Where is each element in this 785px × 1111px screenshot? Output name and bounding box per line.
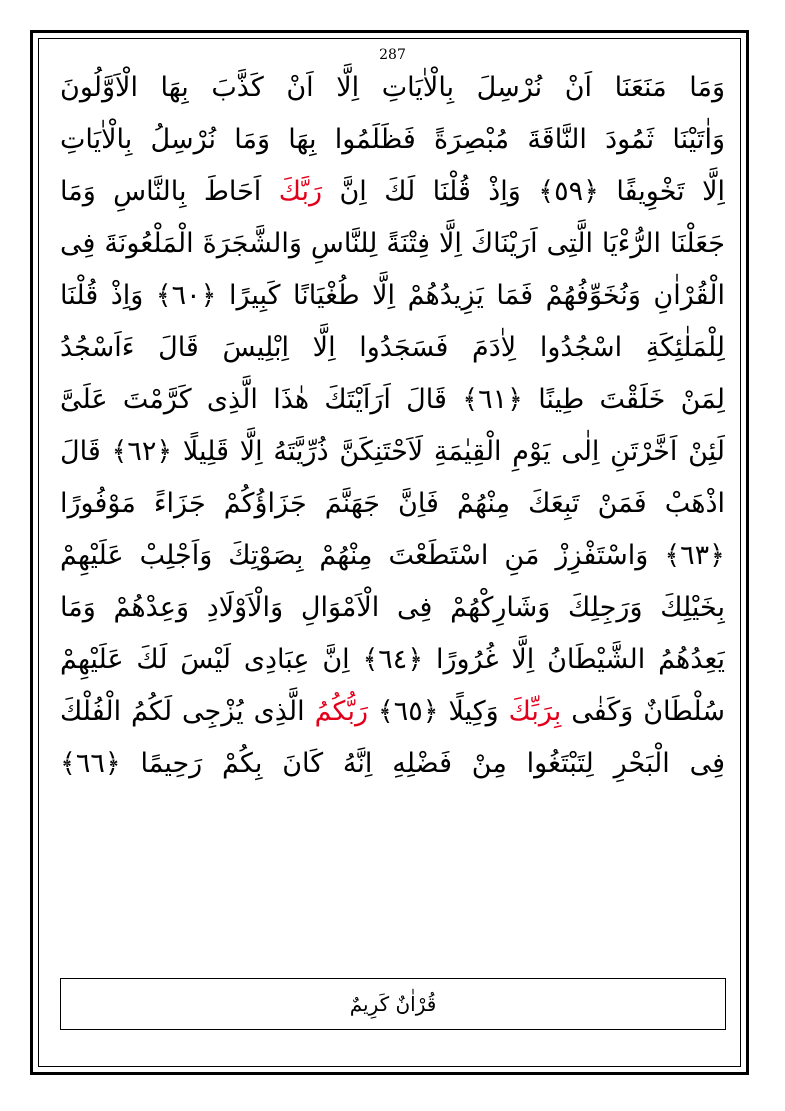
verse-text: وَكِيلًا ﴿٦٥﴾ [368, 696, 509, 727]
verse-line-10: ﴿٦٣﴾ وَاسْتَفْزِزْ مَنِ اسْتَطَعْتَ مِنْهُمْ بِصَوْتِكَ وَاَجْلِبْ عَلَيْهِمْ [60, 540, 725, 571]
verse-line-13 [60, 686, 725, 738]
verse-text: اَحَاطَ بِالنَّاسِ وَمَا [60, 176, 279, 207]
highlighted-word: رَبَّكَ [278, 176, 323, 207]
footer-title-box [60, 978, 726, 1030]
verse-line-9: اذْهَبْ فَمَنْ تَبِعَكَ مِنْهُمْ فَاِنَّ جَهَنَّمَ جَزَاؤُكُمْ جَزَاءً مَوْفُورًا [60, 488, 725, 519]
verse-line-5: الْقُرْاٰنِ وَنُخَوِّفُهُمْ فَمَا يَزِيدُهُمْ اِلَّا طُغْيَانًا كَبِيرًا ﴿٦٠﴾ وَاِذْ قُلْنَا [60, 280, 725, 311]
verse-line-8: لَئِنْ اَخَّرْتَنِ اِلٰى يَوْمِ الْقِيٰمَةِ لَاَحْتَنِكَنَّ ذُرِّيَّتَهُ اِلَّا قَلِيلًا ﴿٦٢﴾ قَالَ [60, 436, 725, 467]
verse-line-7: لِمَنْ خَلَقْتَ طِينًا ﴿٦١﴾ قَالَ اَرَاَيْتَكَ هٰذَا الَّذِى كَرَّمْتَ عَلَىَّ [60, 384, 725, 415]
quran-text-block [60, 62, 725, 790]
highlighted-word: رَبُّكُمُ [314, 696, 368, 727]
verse-text: سُلْطَانٌ وَكَفٰى [561, 696, 725, 727]
verse-line-6: لِلْمَلٰئِكَةِ اسْجُدُوا لِاٰدَمَ فَسَجَدُوا اِلَّا اِبْلِيسَ قَالَ ءَاَسْجُدُ [60, 332, 725, 363]
verse-line-12: يَعِدُهُمُ الشَّيْطَانُ اِلَّا غُرُورًا ﴿٦٤﴾ اِنَّ عِبَادِى لَيْسَ لَكَ عَلَيْهِمْ [60, 644, 725, 675]
highlighted-word: بِرَبِّكَ [508, 696, 562, 727]
verse-line-4: جَعَلْنَا الرُّءْيَا الَّتِى اَرَيْنَاكَ اِلَّا فِتْنَةً لِلنَّاسِ وَالشَّجَرَةَ الْمَلْعُونَةَ فِى [60, 228, 725, 259]
page-number: 287 [379, 47, 406, 63]
verse-line-2: وَاٰتَيْنَا ثَمُودَ النَّاقَةَ مُبْصِرَةً فَظَلَمُوا بِهَا وَمَا نُرْسِلُ بِالْاٰيَاتِ [60, 124, 725, 155]
verse-line-14: فِى الْبَحْرِ لِتَبْتَغُوا مِنْ فَضْلِهِ اِنَّهُ كَانَ بِكُمْ رَحِيمًا ﴿٦٦﴾ [60, 748, 725, 779]
verse-text: اِلَّا تَخْوِيفًا ﴿٥٩﴾ وَاِذْ قُلْنَا لَكَ اِنَّ [322, 176, 725, 207]
verse-line-3 [60, 166, 725, 218]
verse-text: الَّذِى يُزْجِى لَكُمُ الْفُلْكَ [60, 696, 315, 727]
verse-line-1: وَمَا مَنَعَنَا اَنْ نُرْسِلَ بِالْاٰيَاتِ اِلَّا اَنْ كَذَّبَ بِهَا الْاَوَّلُونَ [60, 72, 725, 103]
footer-title: قُرْاٰنٌ كَرِيمٌ [349, 992, 437, 1016]
verse-line-11: بِخَيْلِكَ وَرَجِلِكَ وَشَارِكْهُمْ فِى الْاَمْوَالِ وَالْاَوْلَادِ وَعِدْهُمْ وَمَا [60, 592, 725, 623]
